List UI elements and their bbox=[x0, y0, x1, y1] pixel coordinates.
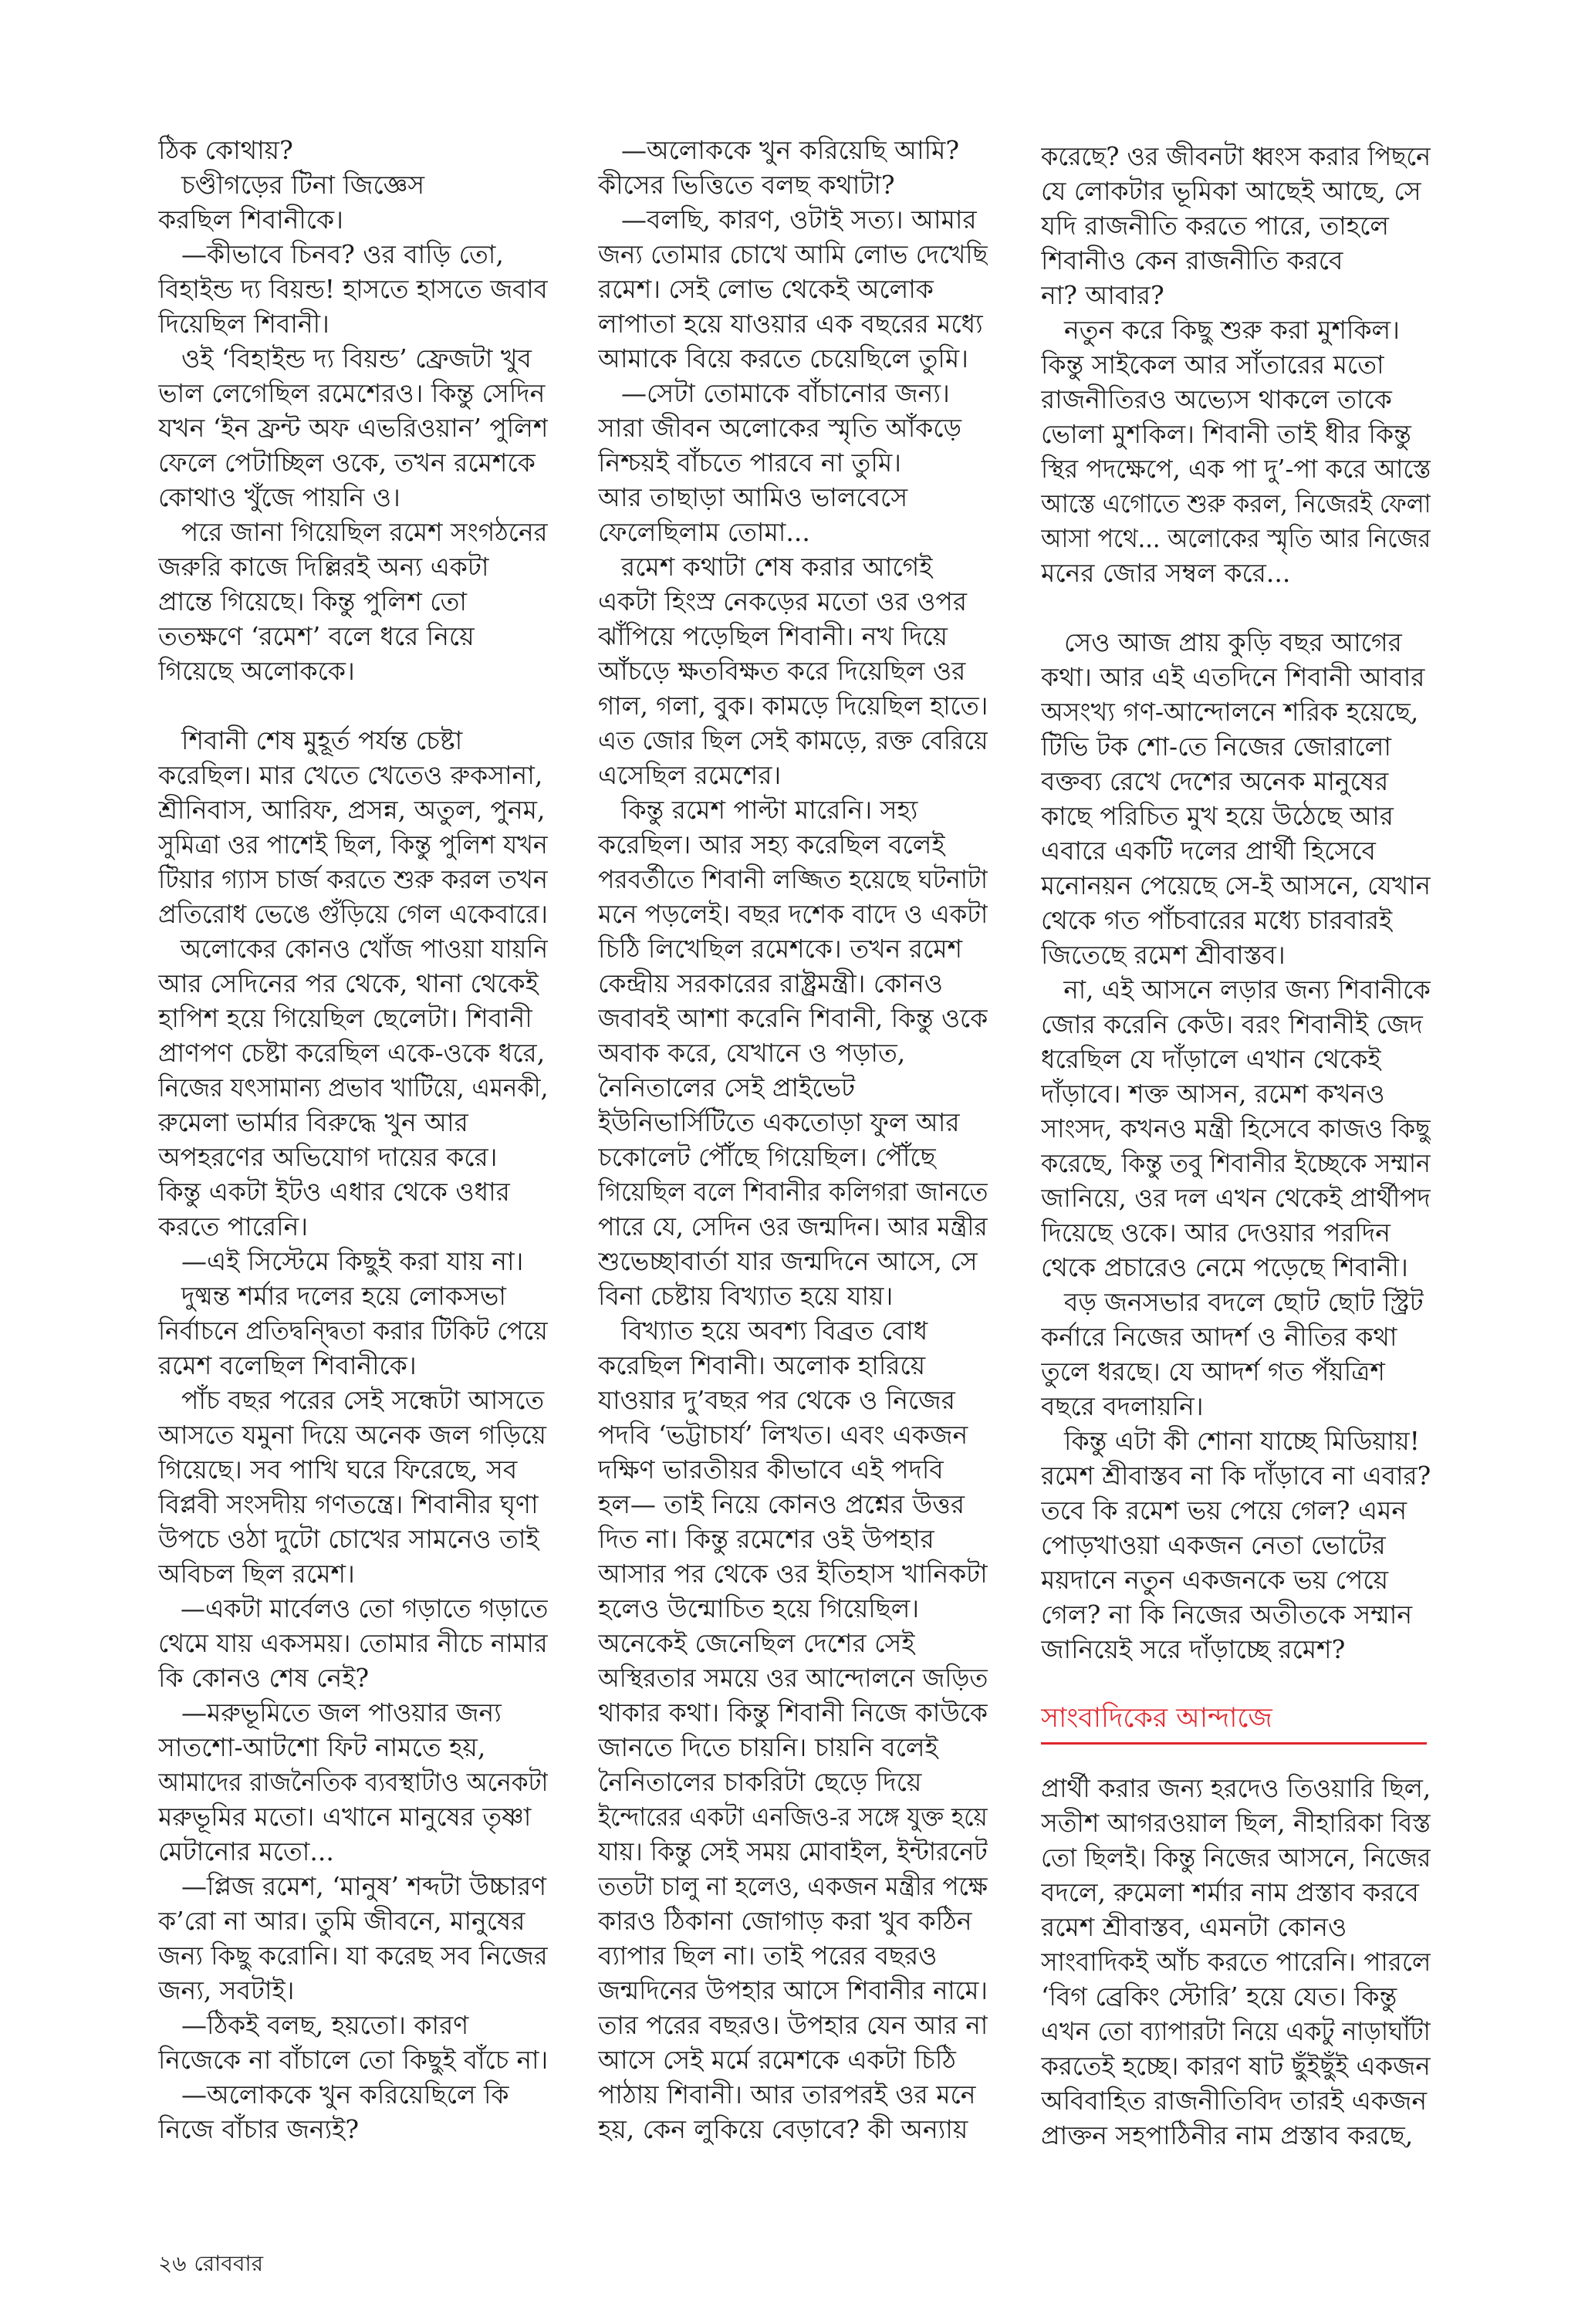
text-line: আসা পথে... অলোকের স্মৃতি আর নিজের bbox=[1041, 523, 1431, 553]
text-line: থেকে গত পাঁচবারের মধ্যে চারবারই bbox=[1041, 905, 1393, 935]
paragraph bbox=[598, 376, 988, 549]
text-line: প্রাণপণ চেষ্টা করেছিল একে-ওকে ধরে, bbox=[158, 1038, 546, 1068]
text-line: —অলোককে খুন করিয়েছি আমি? bbox=[621, 135, 960, 165]
text-line: থেমে যায় একসময়। তোমার নীচে নামার bbox=[158, 1628, 548, 1658]
text-line: নিজেকে না বাঁচালে তো কিছুই বাঁচে না। bbox=[158, 2045, 548, 2075]
text-line: করেছিল। মার খেতে খেতেও রুকসানা, bbox=[158, 760, 543, 790]
text-line: মরুভূমির মতো। এখানে মানুষের তৃষ্ণা bbox=[158, 1802, 532, 1832]
paragraph bbox=[158, 2077, 548, 2147]
text-line: প্রাক্তন সহপাঠিনীর নাম প্রস্তাব করছে, bbox=[1041, 2120, 1414, 2150]
text-line: পদবি ‘ভট্টাচার্য’ লিখত। এবং একজন bbox=[598, 1420, 968, 1450]
text-line: বদলে, রুমেলা শর্মার নাম প্রস্তাব করবে bbox=[1041, 1877, 1419, 1907]
text-line: বিপ্লবী সংসদীয় গণতন্ত্রে। শিবানীর ঘৃণা bbox=[158, 1489, 539, 1519]
text-line: শিবানী শেষ মুহূর্ত পর্যন্ত চেষ্টা bbox=[181, 725, 463, 755]
text-line: হলেও উন্মোচিত হয়ে গিয়েছিল। bbox=[598, 1593, 920, 1623]
paragraph bbox=[158, 1591, 548, 1695]
text-line: লাপাতা হয়ে যাওয়ার এক বছরের মধ্যে bbox=[598, 309, 983, 339]
paragraph bbox=[158, 515, 548, 688]
text-line: —কীভাবে চিনব? ওর বাড়ি তো, bbox=[181, 239, 504, 269]
text-line: রমেশ শ্রীবাস্তব না কি দাঁড়াবে না এবার? bbox=[1041, 1461, 1431, 1491]
text-line: কাছে পরিচিত মুখ হয়ে উঠেছে আর bbox=[1041, 801, 1394, 831]
text-line: তবে কি রমেশ ভয় পেয়ে গেল? এমন bbox=[1041, 1495, 1407, 1525]
text-line: এবারে একটি দলের প্রার্থী হিসেবে bbox=[1041, 836, 1376, 866]
page-footer bbox=[158, 2248, 263, 2279]
text-line: শিবানীও কেন রাজনীতি করবে bbox=[1041, 245, 1343, 275]
text-line: এখন তো ব্যাপারটা নিয়ে একটু নাড়াঘাঁটা bbox=[1041, 2016, 1431, 2046]
text-line: ভাল লেগেছিল রমেশেরও। কিন্তু সেদিন bbox=[158, 378, 546, 408]
text-line: জন্য তোমার চোখে আমি লোভ দেখেছি bbox=[598, 239, 988, 269]
text-line: চকোলেট পৌঁছে গিয়েছিল। পৌঁছে bbox=[598, 1142, 936, 1172]
paragraph bbox=[1041, 1771, 1431, 2153]
text-line: ইউনিভার্সিটিতে একতোড়া ফুল আর bbox=[598, 1107, 960, 1137]
text-line: সেও আজ প্রায় কুড়ি বছর আগের bbox=[1064, 627, 1402, 657]
text-line: ‘বিগ ব্রেকিং স্টোরি’ হয়ে যেত। কিন্তু bbox=[1041, 1981, 1397, 2012]
paragraph bbox=[598, 133, 988, 202]
text-line: হল— তাই নিয়ে কোনও প্রশ্নের উত্তর bbox=[598, 1489, 965, 1519]
text-line: সুমিত্রা ওর পাশেই ছিল, কিন্তু পুলিশ যখন bbox=[158, 829, 548, 860]
text-line: ইন্দোরের একটা এনজিও-র সঙ্গে যুক্ত হয়ে bbox=[598, 1802, 988, 1832]
text-line: কিন্তু সাইকেল আর সাঁতারের মতো bbox=[1041, 350, 1384, 380]
text-line: কারও ঠিকানা জোগাড় করা খুব কঠিন bbox=[598, 1906, 972, 1936]
text-line: ততক্ষণে ‘রমেশ’ বলে ধরে নিয়ে bbox=[158, 621, 475, 651]
text-line: রাজনীতিরও অভ্যেস থাকলে তাকে bbox=[1041, 384, 1392, 414]
text-line: অলোকের কোনও খোঁজ পাওয়া যায়নি bbox=[180, 934, 548, 964]
text-line: না? আবার? bbox=[1041, 280, 1164, 310]
paragraph bbox=[1041, 1285, 1431, 1424]
text-line: প্রার্থী করার জন্য হরদেও তিওয়ারি ছিল, bbox=[1041, 1773, 1431, 1803]
text-line: নিজের যৎসামান্য প্রভাব খাটিয়ে, এমনকী, bbox=[158, 1072, 548, 1103]
paragraph bbox=[158, 1695, 548, 1869]
text-line: বক্তব্য রেখে দেশের অনেক মানুষের bbox=[1041, 766, 1389, 796]
text-line: শুভেচ্ছাবার্তা যার জন্মদিনে আসে, সে bbox=[598, 1246, 978, 1276]
text-line: একটা হিংস্র নেকড়ের মতো ওর ওপর bbox=[598, 586, 967, 616]
paragraph bbox=[158, 723, 548, 931]
text-line: পাঁচ বছর পরের সেই সন্ধেটা আসতে bbox=[181, 1385, 545, 1415]
text-line: কিন্তু রমেশ পাল্টা মারেনি। সহ্য bbox=[621, 795, 918, 825]
text-line: বছরে বদলায়নি। bbox=[1041, 1391, 1204, 1421]
text-line: টিয়ার গ্যাস চার্জ করতে শুরু করল তখন bbox=[158, 864, 548, 894]
paragraph bbox=[1041, 1424, 1431, 1667]
text-line: —সেটা তোমাকে বাঁচানোর জন্য। bbox=[621, 378, 950, 408]
text-line: আস্তে এগোতে শুরু করল, নিজেরই ফেলা bbox=[1041, 488, 1431, 519]
magazine-name: রোববার bbox=[194, 2251, 263, 2276]
text-line: বিহাইন্ড দ্য বিয়ন্ড! হাসতে হাসতে জবাব bbox=[158, 274, 548, 304]
text-line: ঝাঁপিয়ে পড়েছিল শিবানী। নখ দিয়ে bbox=[598, 621, 948, 651]
text-line: করতেই হচ্ছে। কারণ ষাট ছুঁইছুঁই একজন bbox=[1041, 2051, 1431, 2081]
text-line: জন্য, সবটাই। bbox=[158, 1975, 295, 2005]
paragraph bbox=[1041, 625, 1431, 972]
text-line: নৈনিতালের সেই প্রাইভেট bbox=[598, 1072, 856, 1103]
text-line: প্রতিরোধ ভেঙে গুঁড়িয়ে গেল একেবারে। bbox=[158, 899, 548, 929]
text-line: রমেশ। সেই লোভ থেকেই অলোক bbox=[598, 274, 934, 304]
text-line: নৈনিতালের চাকরিটা ছেড়ে দিয়ে bbox=[598, 1767, 922, 1797]
text-line: রুমেলা ভার্মার বিরুদ্ধে খুন আর bbox=[158, 1107, 468, 1137]
text-line: —এই সিস্টেমে কিছুই করা যায় না। bbox=[181, 1246, 524, 1276]
text-line: —বলছি, কারণ, ওটাই সত্য। আমার bbox=[621, 204, 977, 235]
paragraph bbox=[598, 792, 988, 1313]
text-line: করেছে? ওর জীবনটা ধ্বংস করার পিছনে bbox=[1041, 141, 1431, 171]
text-line: সাংসদ, কখনও মন্ত্রী হিসেবে কাজও কিছু bbox=[1041, 1113, 1431, 1143]
text-line: টিভি টক শো-তে নিজের জোরালো bbox=[1041, 731, 1391, 762]
text-line: সারা জীবন অলোকের স্মৃতি আঁকড়ে bbox=[598, 413, 962, 443]
section-heading: সাংবাদিকের আন্দাজে bbox=[1041, 1701, 1431, 1736]
paragraph bbox=[598, 202, 988, 376]
text-line: প্রান্তে গিয়েছে। কিন্তু পুলিশ তো bbox=[158, 586, 467, 616]
text-line: দিয়েছে ওকে। আর দেওয়ার পরদিন bbox=[1041, 1218, 1391, 1248]
text-line: জরুরি কাজে দিল্লিরই অন্য একটা bbox=[158, 552, 489, 582]
text-line: জানতে দিতে চায়নি। চায়নি বলেই bbox=[598, 1732, 938, 1762]
text-line: রমেশ বলেছিল শিবানীকে। bbox=[158, 1350, 417, 1380]
text-line: আর তাছাড়া আমিও ভালবেসে bbox=[598, 482, 908, 512]
text-line: চণ্ডীগড়ের টিনা জিজ্ঞেস bbox=[181, 170, 425, 200]
text-line: —অলোককে খুন করিয়েছিলে কি bbox=[181, 2079, 509, 2110]
text-line: জবাবই আশা করেনি শিবানী, কিন্তু ওকে bbox=[598, 1003, 988, 1033]
text-line: চিঠি লিখেছিল রমেশকে। তখন রমেশ bbox=[598, 934, 963, 964]
paragraph bbox=[598, 549, 988, 792]
paragraph bbox=[1041, 139, 1431, 312]
text-line: নিজে বাঁচার জন্যই? bbox=[158, 2114, 360, 2144]
text-line: অপহরণের অভিযোগ দায়ের করে। bbox=[158, 1142, 498, 1172]
text-line: করছিল শিবানীকে। bbox=[158, 204, 343, 235]
text-line: ফেলে পেটাচ্ছিল ওকে, তখন রমেশকে bbox=[158, 448, 536, 478]
text-line: আসে সেই মর্মে রমেশকে একটা চিঠি bbox=[598, 2045, 956, 2075]
text-line: যাওয়ার দু’বছর পর থেকে ও নিজের bbox=[598, 1385, 955, 1415]
text-line: নতুন করে কিছু শুরু করা মুশকিল। bbox=[1064, 315, 1400, 345]
text-line: দিয়েছিল শিবানী। bbox=[158, 309, 329, 339]
text-line: অনেকেই জেনেছিল দেশের সেই bbox=[598, 1628, 915, 1658]
text-line: আমাকে বিয়ে করতে চেয়েছিলে তুমি। bbox=[598, 343, 968, 373]
paragraph bbox=[1041, 972, 1431, 1285]
text-line: মেটানোর মতো... bbox=[158, 1836, 334, 1866]
text-line: করেছে, কিন্তু তবু শিবানীর ইচ্ছেকে সম্মান bbox=[1041, 1148, 1431, 1178]
text-line: ঠিক কোথায়? bbox=[158, 135, 293, 165]
text-line: তার পরের বছরও। উপহার যেন আর না bbox=[598, 2010, 988, 2040]
paragraph bbox=[158, 1279, 548, 1383]
text-line: কেন্দ্রীয় সরকারের রাষ্ট্রমন্ত্রী। কোনও bbox=[598, 968, 943, 998]
text-line: আসার পর থেকে ওর ইতিহাস খানিকটা bbox=[598, 1559, 988, 1589]
text-line: যে লোকটার ভূমিকা আছেই আছে, সে bbox=[1041, 176, 1421, 206]
text-line: কথা। আর এই এতদিনে শিবানী আবার bbox=[1041, 662, 1425, 692]
text-line: পারে যে, সেদিন ওর জন্মদিন। আর মন্ত্রীর bbox=[598, 1211, 988, 1241]
paragraph bbox=[158, 167, 548, 237]
paragraph bbox=[158, 1383, 548, 1591]
text-line: কর্নারে নিজের আদর্শ ও নীতির কথা bbox=[1041, 1322, 1397, 1352]
text-line: আঁচড়ে ক্ষতবিক্ষত করে দিয়েছিল ওর bbox=[598, 656, 966, 686]
text-line: —মরুভূমিতে জল পাওয়ার জন্য bbox=[181, 1697, 502, 1728]
text-line: মনে পড়লেই। বছর দশেক বাদে ও একটা bbox=[598, 899, 988, 929]
text-line: করেছিল। আর সহ্য করেছিল বলেই bbox=[598, 829, 945, 860]
text-line: অস্থিরতার সময়ে ওর আন্দোলনে জড়িত bbox=[598, 1663, 988, 1693]
text-line: বড় জনসভার বদলে ছোট ছোট স্ট্রিট bbox=[1064, 1287, 1424, 1317]
text-line: হয়, কেন লুকিয়ে বেড়াবে? কী অন্যায় bbox=[598, 2114, 968, 2144]
text-line: যায়। কিন্তু সেই সময় মোবাইল, ইন্টারনেট bbox=[598, 1836, 988, 1866]
text-line: স্থির পদক্ষেপে, এক পা দু’-পা করে আস্তে bbox=[1041, 454, 1431, 484]
text-line: জন্য কিছু করোনি। যা করেছ সব নিজের bbox=[158, 1941, 548, 1971]
text-line: এসেছিল রমেশের। bbox=[598, 760, 782, 790]
text-line: —ঠিকই বলছ, হয়তো। কারণ bbox=[181, 2010, 469, 2040]
text-line: জানিয়ে, ওর দল এখন থেকেই প্রার্থীপদ bbox=[1041, 1183, 1431, 1213]
text-line: আসতে যমুনা দিয়ে অনেক জল গড়িয়ে bbox=[158, 1420, 546, 1450]
text-line: করেছিল শিবানী। অলোক হারিয়ে bbox=[598, 1350, 926, 1380]
text-line: এত জোর ছিল সেই কামড়ে, রক্ত বেরিয়ে bbox=[598, 725, 988, 755]
text-line: অবাক করে, যেখানে ও পড়াত, bbox=[598, 1038, 906, 1068]
paragraph bbox=[158, 1244, 548, 1279]
text-line: গেল? না কি নিজের অতীতকে সম্মান bbox=[1041, 1599, 1413, 1630]
text-line: তো ছিলই। কিন্তু নিজের আসনে, নিজের bbox=[1041, 1843, 1431, 1873]
text-line: পোড়খাওয়া একজন নেতা ভোটের bbox=[1041, 1530, 1386, 1560]
paragraph bbox=[1041, 312, 1431, 590]
article-column-1 bbox=[158, 133, 548, 2162]
text-line: গিয়েছে। সব পাখি ঘরে ফিরেছে, সব bbox=[158, 1454, 518, 1485]
article-column-2 bbox=[598, 133, 988, 2162]
text-line: আমাদের রাজনৈতিক ব্যবস্থাটাও অনেকটা bbox=[158, 1767, 548, 1797]
text-line: ধরেছিল যে দাঁড়ালে এখান থেকেই bbox=[1041, 1044, 1381, 1074]
text-line: তুলে ধরছে। যে আদর্শ গত পঁয়ত্রিশ bbox=[1041, 1356, 1385, 1387]
text-line: কোথাও খুঁজে পায়নি ও। bbox=[158, 482, 400, 512]
text-line: বিনা চেষ্টায় বিখ্যাত হয়ে যায়। bbox=[598, 1281, 894, 1311]
paragraph bbox=[158, 1869, 548, 2008]
text-line: কি কোনও শেষ নেই? bbox=[158, 1663, 370, 1693]
text-line: গিয়েছিল বলে শিবানীর কলিগরা জানতে bbox=[598, 1177, 988, 1207]
text-line: ফেলেছিলাম তোমা... bbox=[598, 517, 810, 547]
paragraph bbox=[158, 237, 548, 341]
text-line: শ্রীনিবাস, আরিফ, প্রসন্ন, অতুল, পুনম, bbox=[158, 795, 546, 825]
text-line: জানিয়েই সরে দাঁড়াচ্ছে রমেশ? bbox=[1041, 1634, 1346, 1664]
paragraph-gap bbox=[158, 688, 548, 723]
text-line: বিখ্যাত হয়ে অবশ্য বিব্রত বোধ bbox=[621, 1316, 928, 1346]
text-line: গাল, গলা, বুক। কামড়ে দিয়েছিল হাতে। bbox=[598, 691, 988, 721]
text-line: ক’রো না আর। তুমি জীবনে, মানুষের bbox=[158, 1906, 525, 1936]
text-line: ব্যাপার ছিল না। তাই পরের বছরও bbox=[598, 1941, 938, 1971]
paragraph bbox=[158, 133, 548, 167]
text-line: জোর করেনি কেউ। বরং শিবানীই জেদ bbox=[1041, 1009, 1423, 1039]
text-line: যদি রাজনীতি করতে পারে, তাহলে bbox=[1041, 211, 1389, 241]
text-line: হাপিশ হয়ে গিয়েছিল ছেলেটা। শিবানী bbox=[158, 1003, 532, 1033]
text-line: যখন ‘ইন ফ্রন্ট অফ এভরিওয়ান’ পুলিশ bbox=[158, 413, 548, 443]
text-line: দাঁড়াবে। শক্ত আসন, রমেশ কখনও bbox=[1041, 1079, 1385, 1109]
text-line: কিন্তু একটা ইটও এধার থেকে ওধার bbox=[158, 1177, 510, 1207]
paragraph bbox=[158, 931, 548, 1244]
text-line: কিন্তু এটা কী শোনা যাচ্ছে মিডিয়ায়! bbox=[1064, 1426, 1420, 1456]
text-line: ততটা চালু না হলেও, একজন মন্ত্রীর পক্ষে bbox=[598, 1871, 988, 1901]
text-line: নির্বাচনে প্রতিদ্বন্দ্বিতা করার টিকিট পেয়ে bbox=[158, 1316, 548, 1346]
text-line: পরে জানা গিয়েছিল রমেশ সংগঠনের bbox=[181, 517, 548, 547]
text-line: গিয়েছে অলোককে। bbox=[158, 656, 355, 686]
text-line: অবিচল ছিল রমেশ। bbox=[158, 1559, 355, 1589]
text-line: নিশ্চয়ই বাঁচতে পারবে না তুমি। bbox=[598, 448, 901, 478]
text-line: আর সেদিনের পর থেকে, থানা থেকেই bbox=[158, 968, 539, 998]
text-line: পরবর্তীতে শিবানী লজ্জিত হয়েছে ঘটনাটা bbox=[598, 864, 988, 894]
page-number: ২৬ bbox=[158, 2251, 187, 2276]
text-line: মনোনয়ন পেয়েছে সে-ই আসনে, যেখান bbox=[1041, 870, 1431, 900]
paragraph-gap bbox=[1041, 1667, 1431, 1701]
text-line: —প্লিজ রমেশ, ‘মানুষ’ শব্দটা উচ্চারণ bbox=[181, 1871, 547, 1901]
text-line: জিতেছে রমেশ শ্রীবাস্তব। bbox=[1041, 940, 1286, 970]
paragraph bbox=[158, 2008, 548, 2077]
text-line: পাঠায় শিবানী। আর তারপরই ওর মনে bbox=[598, 2079, 976, 2110]
text-line: জন্মদিনের উপহার আসে শিবানীর নামে। bbox=[598, 1975, 988, 2005]
text-line: সতীশ আগরওয়াল ছিল, নীহারিকা বিস্ত bbox=[1041, 1808, 1431, 1838]
text-line: দুষ্মন্ত শর্মার দলের হয়ে লোকসভা bbox=[181, 1281, 506, 1311]
text-line: —একটা মার্বেলও তো গড়াতে গড়াতে bbox=[181, 1593, 548, 1623]
text-line: করতে পারেনি। bbox=[158, 1211, 309, 1241]
text-line: সাতশো-আটশো ফিট নামতে হয়, bbox=[158, 1732, 486, 1762]
text-line: উপচে ওঠা দুটো চোখের সামনেও তাই bbox=[158, 1524, 539, 1554]
text-line: ভোলা মুশকিল। শিবানী তাই ধীর কিন্তু bbox=[1041, 419, 1411, 449]
text-line: রমেশ শ্রীবাস্তব, এমনটা কোনও bbox=[1041, 1912, 1347, 1942]
paragraph-gap bbox=[1041, 1736, 1431, 1771]
paragraph bbox=[598, 1313, 988, 2147]
article-column-3 bbox=[1041, 139, 1431, 2168]
text-line: কীসের ভিত্তিতে বলছ কথাটা? bbox=[598, 170, 895, 200]
text-line: অবিবাহিত রাজনীতিবিদ তারই একজন bbox=[1041, 2086, 1428, 2116]
text-line: সাংবাদিকই আঁচ করতে পারেনি। পারলে bbox=[1041, 1947, 1431, 1977]
text-line: থাকার কথা। কিন্তু শিবানী নিজে কাউকে bbox=[598, 1697, 988, 1728]
text-line: অসংখ্য গণ-আন্দোলনে শরিক হয়েছে, bbox=[1041, 697, 1419, 727]
text-line: দক্ষিণ ভারতীয়র কীভাবে এই পদবি bbox=[598, 1454, 944, 1485]
text-line: রমেশ কথাটা শেষ করার আগেই bbox=[621, 552, 933, 582]
text-line: ওই ‘বিহাইন্ড দ্য বিয়ন্ড’ ফ্রেজটা খুব bbox=[181, 343, 532, 373]
text-line: না, এই আসনে লড়ার জন্য শিবানীকে bbox=[1063, 975, 1431, 1005]
text-line: দিত না। কিন্তু রমেশের ওই উপহার bbox=[598, 1524, 934, 1554]
text-line: মনের জোর সম্বল করে... bbox=[1041, 558, 1291, 588]
paragraph bbox=[158, 341, 548, 515]
paragraph-gap bbox=[1041, 590, 1431, 625]
text-line: থেকে প্রচারেও নেমে পড়েছে শিবানী। bbox=[1041, 1252, 1408, 1282]
text-line: ময়দানে নতুন একজনকে ভয় পেয়ে bbox=[1041, 1565, 1389, 1595]
